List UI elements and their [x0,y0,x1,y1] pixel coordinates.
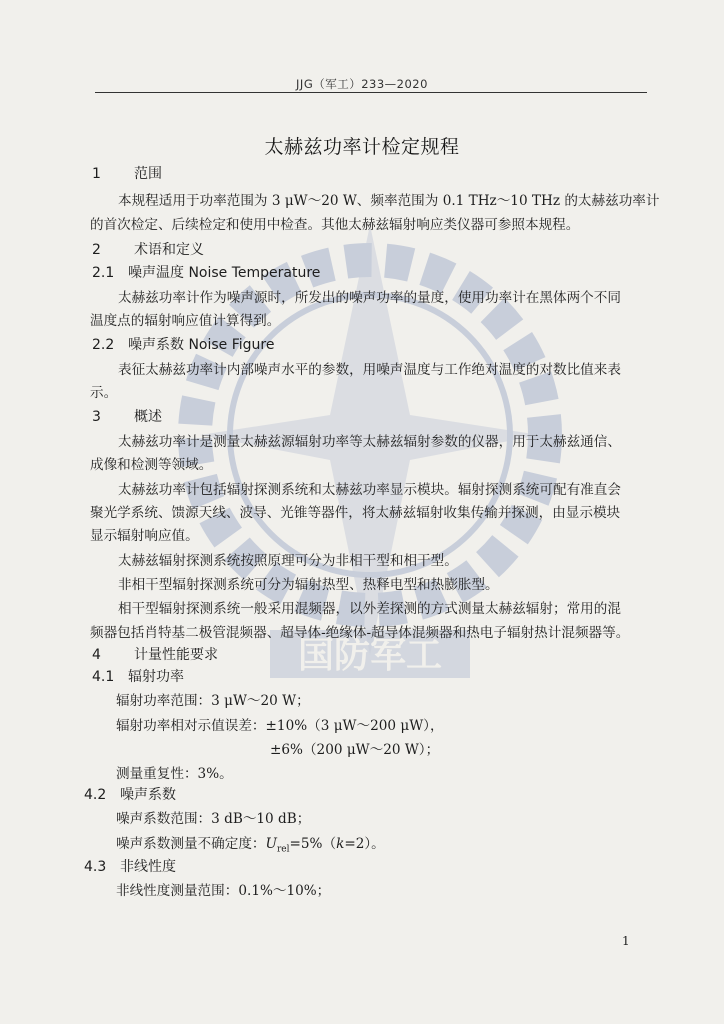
section-4-1-line: ±6%（200 μW～20 W）； [270,742,440,758]
section-1-heading: 1 范围 [92,166,162,182]
section-3-para-line: 非相干型辐射探测系统可分为辐射热型、热释电型和热膨胀型。 [118,577,499,593]
section-3-heading: 3 概述 [92,409,162,425]
section-2-1-heading: 2.1 噪声温度 Noise Temperature [92,265,321,281]
section-4-1-line: 测量重复性：3%。 [116,766,233,782]
watermark-text: 国防军工 [297,635,443,676]
section-2-2-heading: 2.2 噪声系数 Noise Figure [92,337,275,353]
section-1-para-line: 的首次检定、后续检定和使用中检查。其他太赫兹辐射响应类仪器可参照本规程。 [90,217,580,233]
section-4-1-line: 辐射功率相对示值误差：±10%（3 μW～200 μW）， [116,718,444,734]
section-3-para-line: 显示辐射响应值。 [90,528,199,544]
section-2-2-para-line: 示。 [90,385,118,401]
doc-code: JJG（军工）233—2020 [296,77,428,91]
section-3-para-line: 频器包括肖特基二极管混频器、超导体-绝缘体-超导体混频器和热电子辐射热计混频器等。 [90,625,630,641]
section-4-1-heading: 4.1 辐射功率 [92,669,184,685]
section-4-2-heading: 4.2 噪声系数 [84,787,176,803]
section-3-para-line: 聚光学系统、馈源天线、波导、光锥等器件，将太赫兹辐射收集传输并探测，由显示模块 [90,505,621,521]
section-4-3-line: 非线性度测量范围：0.1%～10%； [116,883,331,899]
section-4-heading: 4 计量性能要求 [92,647,218,663]
section-3-para-line: 太赫兹辐射探测系统按照原理可分为非相干型和相干型。 [118,553,458,569]
header-divider [95,92,647,93]
section-2-1-para-line: 温度点的辐射响应值计算得到。 [90,313,281,329]
section-4-3-heading: 4.3 非线性度 [84,859,176,875]
section-4-1-line: 辐射功率范围：3 μW～20 W； [116,693,310,709]
section-4-2-line: 噪声系数测量不确定度：$U_{rel}=5\%(k=2)$。 [116,836,385,855]
section-2-heading: 2 术语和定义 [92,242,204,258]
section-3-para-line: 相干型辐射探测系统一般采用混频器，以外差探测的方式测量太赫兹辐射；常用的混 [118,601,621,617]
section-2-1-para-line: 太赫兹功率计作为噪声源时，所发出的噪声功率的量度，使用功率计在黑体两个不同 [118,290,621,306]
page-title: 太赫兹功率计检定规程 [264,136,460,158]
section-4-2-line: 噪声系数范围：3 dB～10 dB； [116,811,311,827]
section-3-para-line: 太赫兹功率计是测量太赫兹源辐射功率等太赫兹辐射参数的仪器，用于太赫兹通信、 [118,434,621,450]
section-2-2-para-line: 表征太赫兹功率计内部噪声水平的参数，用噪声温度与工作绝对温度的对数比值来表 [118,362,621,378]
section-3-para-line: 成像和检测等领域。 [90,457,213,473]
section-3-para-line: 太赫兹功率计包括辐射探测系统和太赫兹功率显示模块。辐射探测系统可配有准直会 [118,482,621,498]
section-1-para-line: 本规程适用于功率范围为 3 μW～20 W、频率范围为 0.1 THz～10 THz 的太赫兹功率计 [118,193,660,209]
page-number: 1 [622,934,630,948]
